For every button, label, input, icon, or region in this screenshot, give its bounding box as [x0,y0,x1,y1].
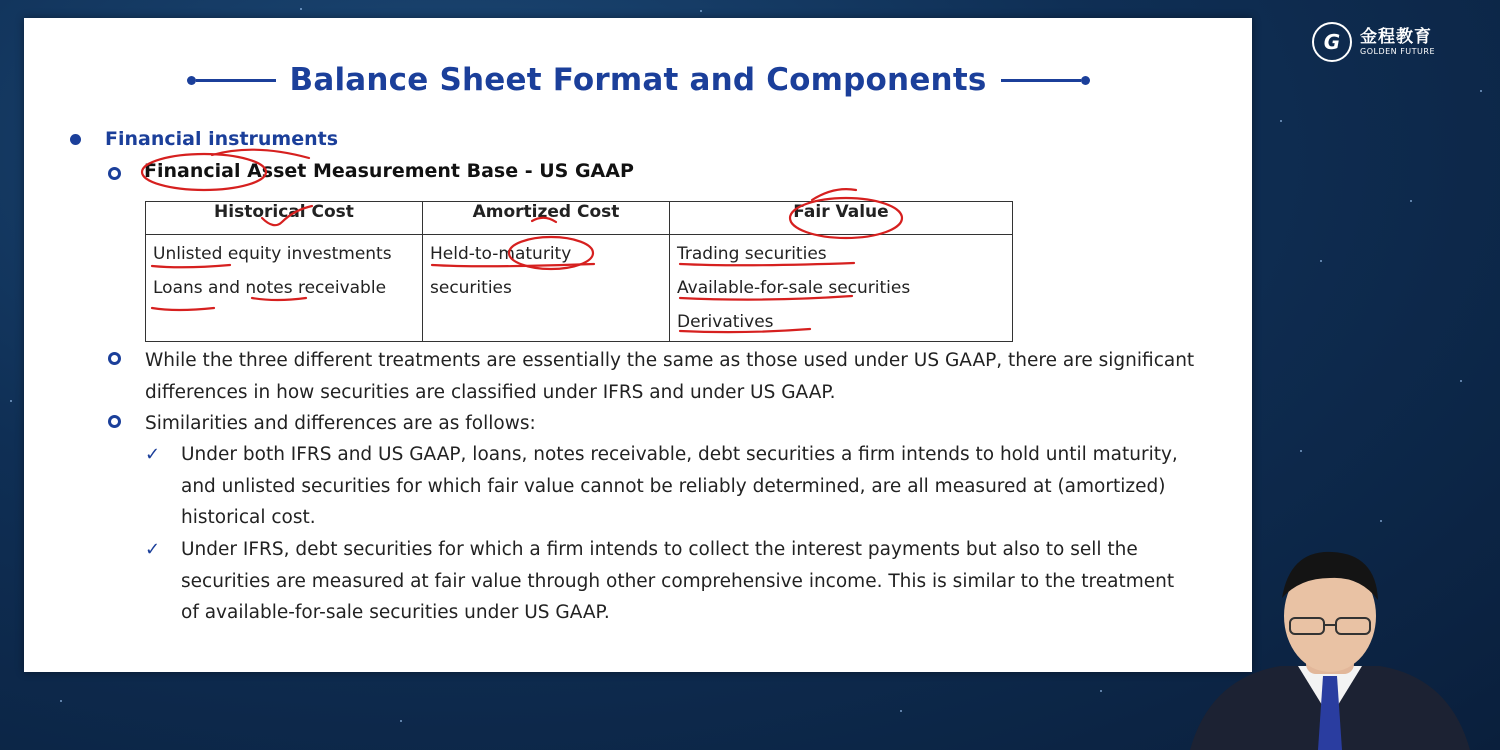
logo-chinese-name: 金程教育 [1360,27,1432,47]
table-cell [423,235,670,342]
title-row [24,58,1252,102]
check-item-2 [145,534,1215,629]
table-header: Historical Cost [146,202,423,235]
annotation-stroke [212,150,309,158]
point-text-1: While the three different treatments are essentially the same as those used under US GAAP, there are significant differences in how securities are classified under IFRS and under US GAAP. [145,350,1195,403]
subheading-item [108,160,634,182]
checkmark-icon: ✓ [145,444,161,465]
check-text: Under both IFRS and US GAAP, loans, notes receivable, debt securities a firm intends to hold until maturity, and unlisted securities for which fair value cannot be reliably determined, are all measured at (amortized) historical cost. [181,444,1178,528]
table-cell [670,235,1013,342]
cell-line: Held-to-maturity [430,244,572,264]
logo-emblem-icon: G [1312,22,1352,62]
annotation-stroke [812,189,856,200]
measurement-table [145,201,1013,342]
table-cell [146,235,423,342]
table-header-row [146,202,1013,235]
presenter-video [1180,548,1480,750]
filled-bullet-icon [70,134,81,145]
cell-line: Available-for-sale securities [677,278,911,298]
slide [24,18,1252,672]
title-deco-right [1001,76,1090,85]
brand-logo [1312,22,1435,62]
check-text: Under IFRS, debt securities for which a firm intends to collect the interest payments but also to sell the securities are measured at fair value through other comprehensive income. This is similar to the treatment of available-for-sale securities under US GAAP. [181,539,1175,623]
check-item-1 [145,439,1215,534]
table-row [146,235,1013,342]
slide-title: Balance Sheet Format and Components [289,62,987,98]
point-item-1 [108,345,144,365]
cell-line: Derivatives [677,312,774,332]
point-item-2 [108,408,144,428]
title-deco-left [187,76,276,85]
cell-line: Trading securities [677,244,827,264]
logo-english-name: GOLDEN FUTURE [1360,47,1436,56]
ring-bullet-icon [108,415,121,428]
table-header: Fair Value [670,202,1013,235]
cell-line: Unlisted equity investments [153,244,392,264]
level1-bullet [70,128,338,150]
subheading: Financial Asset Measurement Base - US GAAP [144,160,634,182]
ring-bullet-icon [108,167,121,180]
table-header: Amortized Cost [423,202,670,235]
point-text-2: Similarities and differences are as follows: [145,413,536,434]
checkmark-icon: ✓ [145,539,161,560]
cell-line: securities [430,278,512,298]
cell-line: Loans and notes receivable [153,278,387,298]
level1-text: Financial instruments [105,128,339,150]
ring-bullet-icon [108,352,121,365]
